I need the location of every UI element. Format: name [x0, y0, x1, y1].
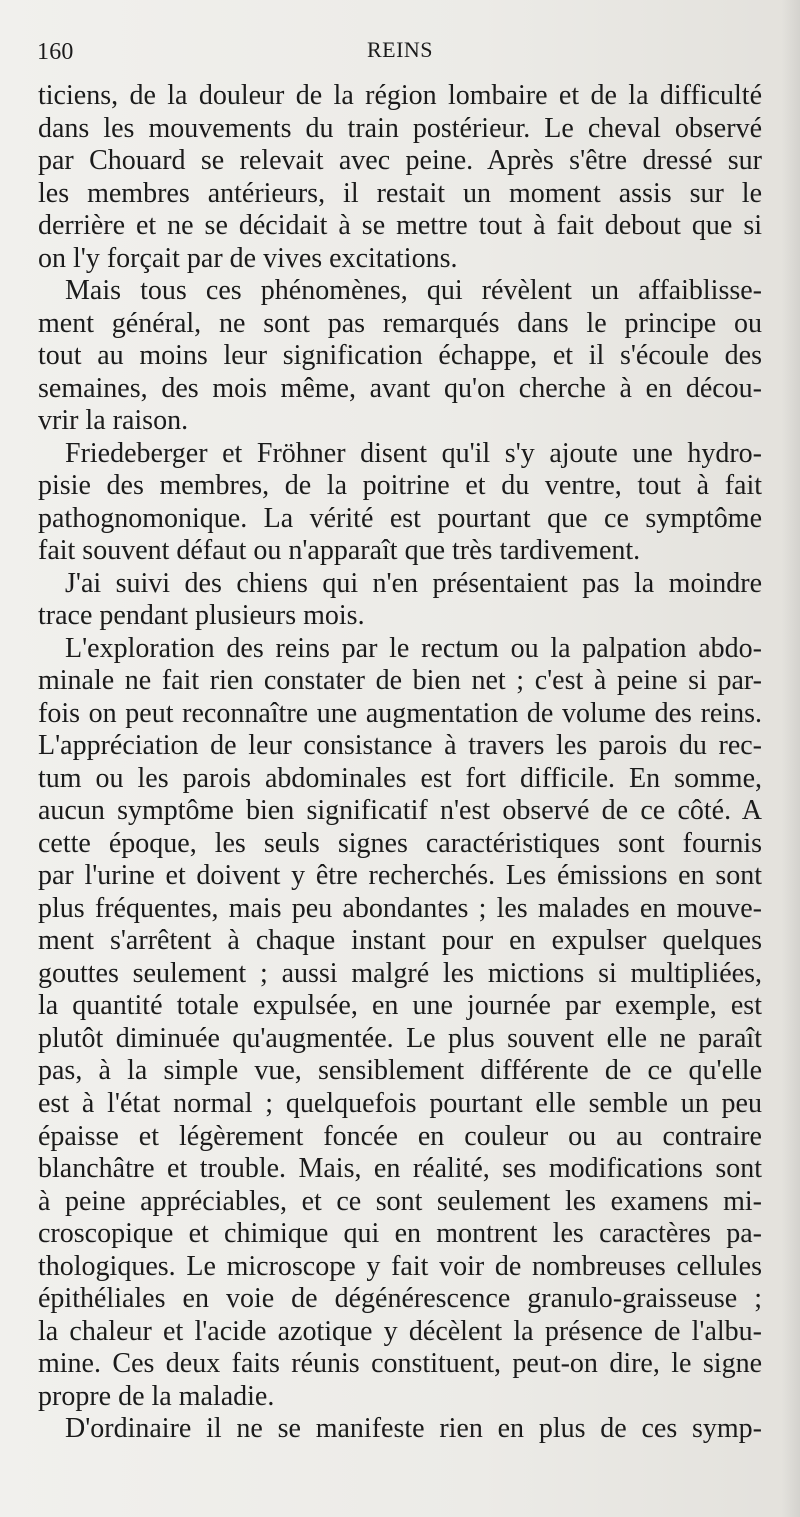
text-line: blanchâtre et trouble. Mais, en réalité, ses modifications sont [38, 1153, 762, 1185]
paragraph-first-line: Friedeberger et Fröhner disent qu'il s'y ajoute une hydro- [65, 437, 762, 469]
text-line: minale ne fait rien constater de bien net ; c'est à peine si par- [38, 665, 762, 697]
text-line: plus fréquentes, mais peu abondantes ; les malades en mouve- [38, 892, 762, 924]
text-line: aucun symptôme bien significatif n'est observé de ce côté. A [38, 795, 762, 827]
paragraph-first-line: D'ordinaire il ne se manifeste rien en plus de ces symp- [65, 1413, 762, 1445]
text-line: les membres antérieurs, il restait un moment assis sur le [38, 177, 762, 209]
text-line: par Chouard se relevait avec peine. Après s'être dressé sur [38, 145, 762, 177]
page-edge-shadow [782, 0, 800, 1517]
text-line: ticiens, de la douleur de la région lombaire et de la difficulté [38, 80, 762, 111]
text-line: croscopique et chimique qui en montrent les caractères pa- [38, 1218, 762, 1250]
text-line: trace pendant plusieurs mois. [38, 600, 365, 632]
text-line: plutôt diminuée qu'augmentée. Le plus souvent elle ne paraît [38, 1022, 762, 1054]
text-line: pas, à la simple vue, sensiblement différente de ce qu'elle [38, 1055, 762, 1087]
text-line: mine. Ces deux faits réunis constituent, peut-on dire, le signe [38, 1348, 762, 1380]
paragraph-first-line: L'exploration des reins par le rectum ou la palpation abdo- [65, 632, 762, 664]
page-number: 160 [37, 39, 74, 65]
text-line: semaines, des mois même, avant qu'on cherche à en décou- [38, 372, 762, 404]
text-line: épithéliales en voie de dégénérescence granulo-graisseuse ; [38, 1283, 762, 1315]
paragraph-first-line: J'ai suivi des chiens qui n'en présentaient pas la moindre [65, 567, 762, 599]
text-line: est à l'état normal ; quelquefois pourtant elle semble un peu [38, 1087, 762, 1119]
text-line: la quantité totale expulsée, en une journée par exemple, est [38, 990, 762, 1022]
text-line: fois on peut reconnaître une augmentation de volume des reins. [38, 697, 762, 729]
text-line: fait souvent défaut ou n'apparaît que très tardivement. [38, 535, 641, 567]
text-line: cette époque, les seuls signes caractéristiques sont fournis [38, 827, 762, 859]
text-line: vrir la raison. [38, 405, 189, 437]
text-line: L'appréciation de leur consistance à travers les parois du rec- [38, 730, 762, 762]
text-line: épaisse et légèrement foncée en couleur ou au contraire [38, 1120, 762, 1152]
text-line: on l'y forçait par de vives excitations. [38, 242, 458, 274]
text-line: propre de la maladie. [38, 1380, 275, 1412]
text-line: pathognomonique. La vérité est pourtant que ce symptôme [38, 502, 762, 534]
text-line: par l'urine et doivent y être recherchés. Les émissions en sont [38, 860, 762, 892]
text-line: à peine appréciables, et ce sont seulement les examens mi- [38, 1185, 762, 1217]
text-line: ment s'arrêtent à chaque instant pour en expulser quelques [38, 925, 762, 957]
text-line: dans les mouvements du train postérieur. Le cheval observé [38, 112, 762, 144]
paragraph-first-line: Mais tous ces phénomènes, qui révèlent un affaiblisse- [65, 275, 762, 307]
text-line: thologiques. Le microscope y fait voir de nombreuses cellules [38, 1250, 762, 1282]
running-title: REINS [366, 37, 434, 62]
text-line: tout au moins leur signification échappe, et il s'écoule des [38, 340, 762, 372]
text-line: tum ou les parois abdominales est fort difficile. En somme, [38, 762, 762, 794]
text-line: la chaleur et l'acide azotique y décèlent la présence de l'albu- [38, 1315, 762, 1347]
text-line: derrière et ne se décidait à se mettre tout à fait debout que si [38, 210, 762, 242]
body-text [38, 80, 762, 1446]
text-line: ment général, ne sont pas remarqués dans le principe ou [38, 307, 762, 339]
text-line: pisie des membres, de la poitrine et du ventre, tout à fait [38, 470, 762, 502]
text-line: gouttes seulement ; aussi malgré les mictions si multipliées, [38, 957, 762, 989]
